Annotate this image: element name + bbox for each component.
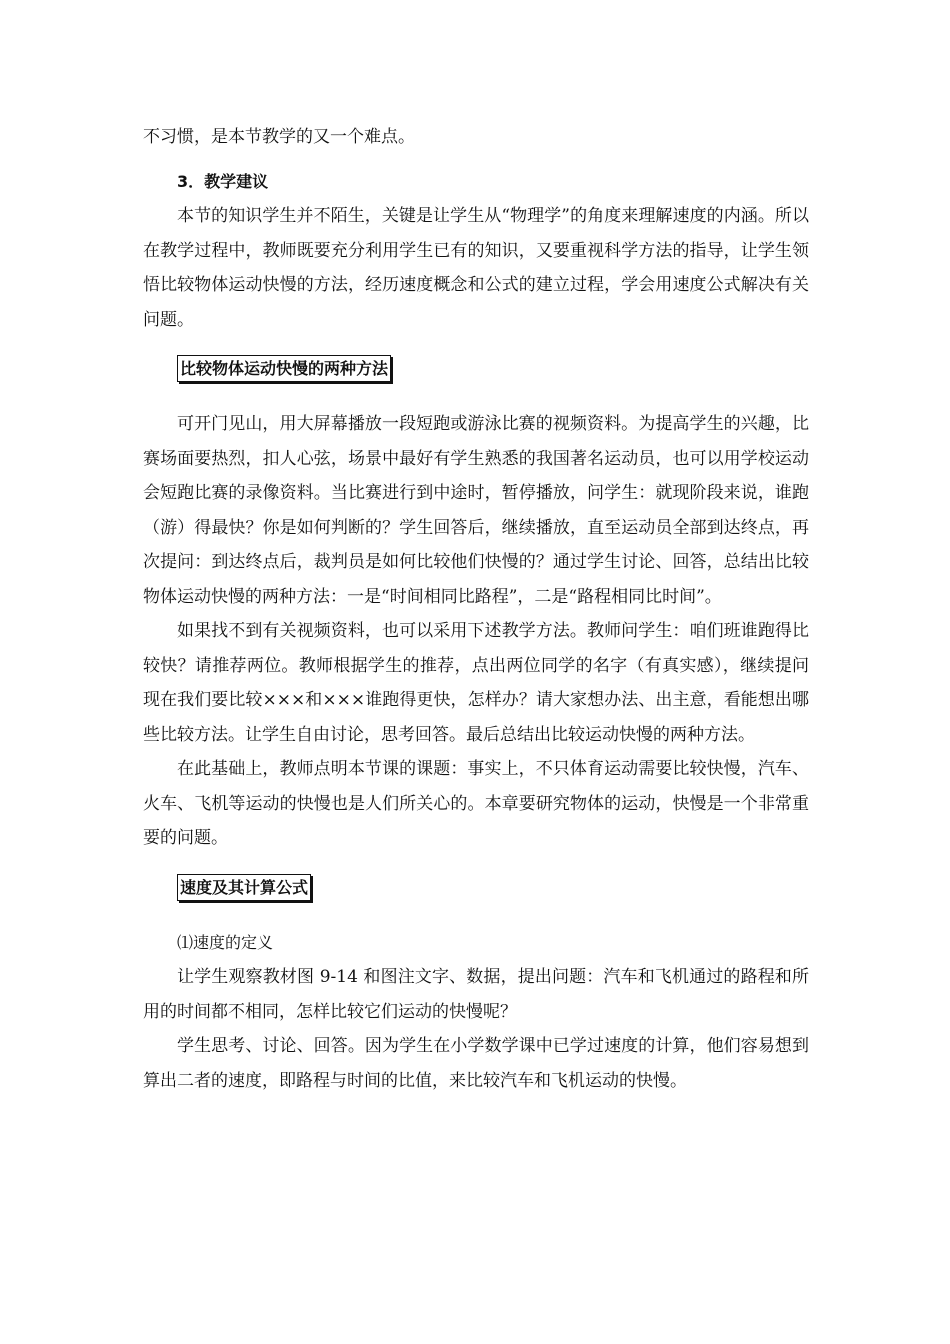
paragraph-alternative: 如果找不到有关视频资料，也可以采用下述教学方法。教师问学生：咱们班谁跑得比较快？请推荐两位。教师根据学生的推荐，点出两位同学的名字（有真实感），继续提问现在我们要比较×××和×××谁跑得更快，怎样办？请大家想办法、出主意，看能想出哪些比较方法。让学生自由讨论，思考回答。最后总结出比较运动快慢的两种方法。 bbox=[143, 621, 809, 745]
section-heading-teaching-advice: 3．教学建议 bbox=[177, 171, 269, 191]
paragraph-intro: 不习惯，是本节教学的又一个难点。 bbox=[143, 127, 415, 147]
paragraph-observe: 让学生观察教材图 9-14 和图注文字、数据，提出问题：汽车和飞机通过的路程和所用的时间都不相同，怎样比较它们运动的快慢呢？ bbox=[143, 967, 809, 1022]
boxed-title-two-methods: 比较物体运动快慢的两种方法 bbox=[177, 355, 391, 382]
boxed-title-wrapper-2 bbox=[143, 874, 809, 904]
paragraph-video: 可开门见山，用大屏幕播放一段短跑或游泳比赛的视频资料。为提高学生的兴趣，比赛场面要热烈，扣人心弦，场景中最好有学生熟悉的我国著名运动员，也可以用学校运动会短跑比赛的录像资料。当比赛进行到中途时，暂停播放，问学生：就现阶段来说，谁跑（游）得最快？你是如何判断的？学生回答后，继续播放，直至运动员全部到达终点，再次提问：到达终点后，裁判员是如何比较他们快慢的？通过学生讨论、回答，总结出比较物体运动快慢的两种方法：一是“时间相同比路程”，二是“路程相同比时间”。 bbox=[143, 414, 809, 607]
paragraph-advice: 本节的知识学生并不陌生，关键是让学生从“物理学”的角度来理解速度的内涵。所以在教学过程中，教师既要充分利用学生已有的知识，又要重视科学方法的指导，让学生领悟比较物体运动快慢的方法，经历速度概念和公式的建立过程，学会用速度公式解决有关问题。 bbox=[143, 206, 809, 330]
boxed-title-speed-formula: 速度及其计算公式 bbox=[177, 874, 311, 901]
paragraph-topic: 在此基础上，教师点明本节课的课题：事实上，不只体育运动需要比较快慢，汽车、火车、飞机等运动的快慢也是人们所关心的。本章要研究物体的运动，快慢是一个非常重要的问题。 bbox=[143, 759, 809, 848]
document-page bbox=[143, 120, 809, 1098]
subheading-speed-definition: ⑴速度的定义 bbox=[177, 932, 274, 952]
boxed-title-wrapper-1 bbox=[143, 355, 809, 385]
paragraph-think: 学生思考、讨论、回答。因为学生在小学数学课中已学过速度的计算，他们容易想到算出二者的速度，即路程与时间的比值，来比较汽车和飞机运动的快慢。 bbox=[143, 1036, 809, 1091]
